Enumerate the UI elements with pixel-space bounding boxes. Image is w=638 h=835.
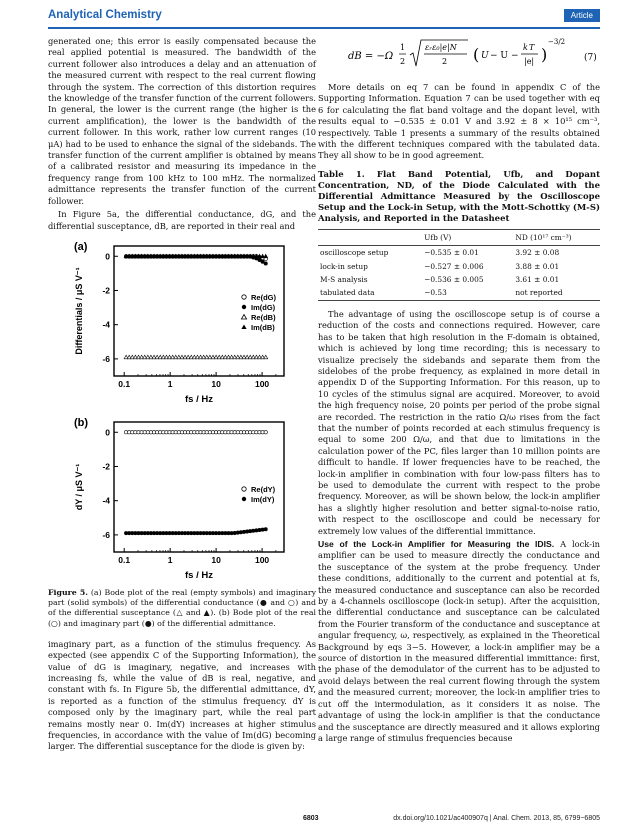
eq-number: (7) — [584, 53, 597, 63]
table-row — [318, 246, 600, 260]
journal-title: Analytical Chemistry — [48, 9, 162, 21]
fig-a-legend-4: Im(dB) — [250, 322, 275, 332]
equation-7 — [318, 36, 600, 76]
page-number: 6803 — [303, 815, 319, 822]
data-point-Im(dG) — [264, 262, 267, 265]
y-tick-label: -4 — [101, 319, 110, 330]
table-cell: tabulated data — [318, 286, 422, 300]
section-heading: Use of the Lock-in Amplifier for Measuring the IDIS. — [318, 539, 555, 549]
table-cell: −0.536 ± 0.005 — [424, 275, 484, 285]
y-tick-label: 0 — [104, 251, 110, 262]
fig-b-label: (b) — [73, 416, 88, 429]
table-header: ND (10¹⁷ cm⁻³) — [513, 229, 600, 245]
svg-text:−: − — [511, 51, 519, 61]
table-cell: 3.92 ± 0.08 — [515, 248, 560, 258]
table-header-row — [318, 229, 600, 245]
table-title: Table 1. Flat Band Potential, Ufb, and Dopant Concentration, ND, of the Diode Calculated with the Differential Admittance Measured by the Oscilloscope Setup and the Lock-in Setup, with the Mott-Schottky (M-S) Analysis, and Reported in the Datasheet — [318, 169, 600, 224]
fig-a-legend-3: Re(dB) — [250, 312, 276, 322]
x-tick-label: 10 — [210, 378, 221, 389]
x-tick-label: 1 — [167, 378, 173, 389]
doi-citation: dx.doi.org/10.1021/ac400907q | Anal. Chem. 2013, 85, 6799−6805 — [393, 815, 600, 822]
table-header — [318, 229, 422, 245]
legend-filled-triangle — [241, 324, 246, 329]
left-paragraph-2: In Figure 5a, the differential conductance, dG, and the differential susceptance, dB, are reported in their real and — [48, 209, 316, 231]
x-tick-label: 1 — [167, 554, 173, 565]
legend-filled-circle — [241, 497, 245, 501]
table-cell: oscilloscope setup — [320, 248, 389, 258]
fig-a-legend — [241, 293, 276, 332]
table-cell: −0.53 — [422, 286, 513, 300]
section-text: A lock-in amplifier can be used to measure directly the conductance and the susceptance of the system at the probe frequency. Under these conditions, additionally to the current and potential at fs, the measured conductance and susceptance can also be recorded by a 4-channels oscilloscope (lock-in setup). After the acquisition, the differential conductance and susceptance can be calculated from the Fourier transform of the conductance and susceptance at angular frequency, ω, respectively, as explained in the Theoretical Background by eqs 3−5. However, a lock-in amplifier may be a source of distortion in the measured differential immittance: first, the phase of the demodulator of the current has to be adjusted to avoid delays between the real current flowing through the system and the measured current; moreover, the lock-in amplifier tries to cut off the intermodulation, as it considers it as noise. The advantage of using the lock-in amplifier is that the conductance and the susceptance are directly measured and it allows exploring a large range of stimulus frequencies because — [318, 539, 600, 743]
table-cell: not reported — [513, 286, 600, 300]
fig-a-legend-2: Im(dG) — [250, 302, 275, 312]
fig-b-legend-2: Im(dY) — [250, 494, 274, 504]
header-rule — [48, 27, 600, 29]
svg-text:): ) — [541, 45, 548, 64]
data-point-Im(dB) — [263, 254, 267, 258]
right-column — [318, 36, 600, 746]
fig-b-ylabel: dY / μS V⁻¹ — [73, 463, 84, 511]
left-paragraph-1: generated one; this error is easily compensated because the real applied potential is measured. The bandwidth of the current follower also introduces a delay and an attenuation of the measured current with respect to the real current flowing through the system. The correction of this distortion requires the knowledge of the transfer function of the current followers. In general, the lower is the current range (the higher is the current amplification), the lower is the bandwidth of the current follower. In this work, rather low current ranges (10 μA) had to be used to enhance the signal of the sidebands. The transfer function of the current amplifier is obtained by means of a calibrated resistor and measuring its impedance in the frequency range from 100 kHz to 100 mHz. The normalized admittance represents the transfer function of the current follower. — [48, 36, 316, 206]
svg-text:−3/2: −3/2 — [548, 38, 566, 46]
table-cell: −0.535 ± 0.01 — [424, 248, 479, 258]
caption-text: (a) Bode plot of the real (empty symbols) and imaginary part (solid symbols) of the differential conductance (● and ○) and of the differential susceptance (△ and ▲). (b) Bode plot of the real (○) and imaginary part (●) of the differential admittance. — [48, 587, 316, 628]
svg-text:U: U — [481, 51, 489, 61]
right-paragraph-1: More details on eq 7 can be found in appendix C of the Supporting Information. Equation 7 can be used together with eq 6 for calculating the flat band voltage and the dopant level, with results equal to −0.535 ± 0.01 V and 3.92 ± 8 × 10¹⁵ cm⁻³, respectively. Table 1 presents a summary of the results obtained with the different techniques compared with the tabulated data. They all show to be in good agreement. — [318, 82, 600, 161]
legend-filled-circle — [241, 305, 245, 309]
article-type-tag: Article — [564, 9, 600, 22]
figure-5b — [70, 414, 295, 584]
fig-b-legend-1: Re(dY) — [250, 484, 275, 494]
x-tick-label: 0.1 — [117, 378, 130, 389]
caption-label: Figure 5. — [48, 587, 88, 597]
data-point-Im(dY) — [264, 527, 267, 530]
table-cell: 3.61 ± 0.01 — [515, 275, 560, 285]
fig-a-legend-1: Re(dG) — [250, 292, 276, 302]
svg-text:εᵣε₀|e|N: εᵣε₀|e|N — [425, 43, 457, 52]
figure-caption — [48, 588, 316, 629]
eq-half: 1 — [400, 43, 406, 52]
fig-a-ylabel: Differentials / μS V⁻¹ — [73, 267, 84, 355]
svg-text:2: 2 — [400, 57, 406, 66]
fig-a-xlabel: fs / Hz — [184, 393, 213, 405]
y-tick-label: -6 — [101, 529, 110, 540]
svg-text:T: T — [529, 43, 535, 52]
results-table — [318, 229, 600, 301]
data-point-Re(dY) — [264, 430, 267, 433]
left-column — [48, 36, 316, 755]
table-cell: lock-in setup — [320, 261, 368, 271]
table-cell: −0.527 ± 0.006 — [424, 261, 484, 271]
right-paragraph-3 — [318, 539, 600, 744]
svg-text:− U: − U — [490, 51, 508, 61]
table-row — [318, 286, 600, 300]
x-tick-label: 0.1 — [117, 554, 130, 565]
x-tick-label: 10 — [210, 554, 221, 565]
y-tick-label: -6 — [101, 353, 110, 364]
legend-open-circle — [241, 295, 245, 299]
y-tick-label: 0 — [104, 427, 110, 438]
svg-text:(: ( — [473, 45, 480, 64]
y-tick-label: -4 — [101, 495, 110, 506]
data-point-Re(dB) — [263, 355, 267, 359]
y-tick-label: -2 — [101, 285, 110, 296]
x-tick-label: 100 — [254, 378, 269, 389]
legend-open-triangle — [241, 314, 246, 319]
left-paragraph-3: imaginary part, as a function of the stimulus frequency. As expected (see appendix C of the Supporting Information), the value of dG is imaginary, negative, and increases with increasing fs, while the value of dB is real, negative, and constant with fs. In Figure 5b, the differential admittance, dY, is reported as a function of the stimulus frequency. dY is composed only by the imaginary part, while the real part remains mostly near 0. Im(dY) increases at higher stimulus frequencies, in accordance with the value of Im(dG) becoming larger. The differential susceptance for the diode is given by: — [48, 638, 316, 752]
x-tick-label: 100 — [254, 554, 269, 565]
fig-b-xlabel: fs / Hz — [184, 569, 213, 581]
svg-text:|e|: |e| — [524, 57, 535, 66]
fig-b-legend — [241, 485, 275, 504]
legend-open-circle — [241, 487, 245, 491]
svg-text:2: 2 — [442, 57, 448, 66]
fig-a-label: (a) — [73, 240, 87, 253]
table-row — [318, 273, 600, 286]
equation-7-graphic — [318, 36, 600, 76]
page-header — [0, 0, 638, 26]
figure-5a — [70, 238, 295, 408]
table-row — [318, 260, 600, 273]
y-tick-label: -2 — [101, 461, 110, 472]
eq-lhs: dB = −Ω — [348, 51, 394, 62]
svg-text:k: k — [523, 43, 528, 52]
right-paragraph-2: The advantage of using the oscilloscope setup is of course a reduction of the costs and connections required. However, care has to be taken that high resolution in the F-domain is obtained, which is achieved by long time recording; this is necessary to visualize precisely the sidebands and separate them from the sidelobes of the probe frequency, as explained in more detail in appendix D of the Supporting Information. For this reason, up to 10 cycles of the stimulus signal are acquired. Moreover, to avoid the high frequency noise, 20 points per period of the probe signal are recorded. The restriction in the ratio Ω/ω rises from the fact that the number of points recorded at each stimulus frequency is equal to some 200 Ω/ω, and that due to limitations in the calculation power of the PC, files larger than 10 million points are difficult to handle. If lower frequencies have to be reached, the lock-in amplifier in combination with four low-pass filters has to be used to demodulate the current with respect to the probe frequency. Moreover, as will be shown below, the lock-in amplifier has a slightly higher resolution and better signal-to-noise ratio, with respect to the oscilloscope and could be necessary for extremely low values of the differential immittance. — [318, 308, 600, 536]
table-cell: 3.88 ± 0.01 — [515, 261, 560, 271]
table-cell: M-S analysis — [320, 275, 368, 285]
table-header: Ufb (V) — [422, 229, 513, 245]
